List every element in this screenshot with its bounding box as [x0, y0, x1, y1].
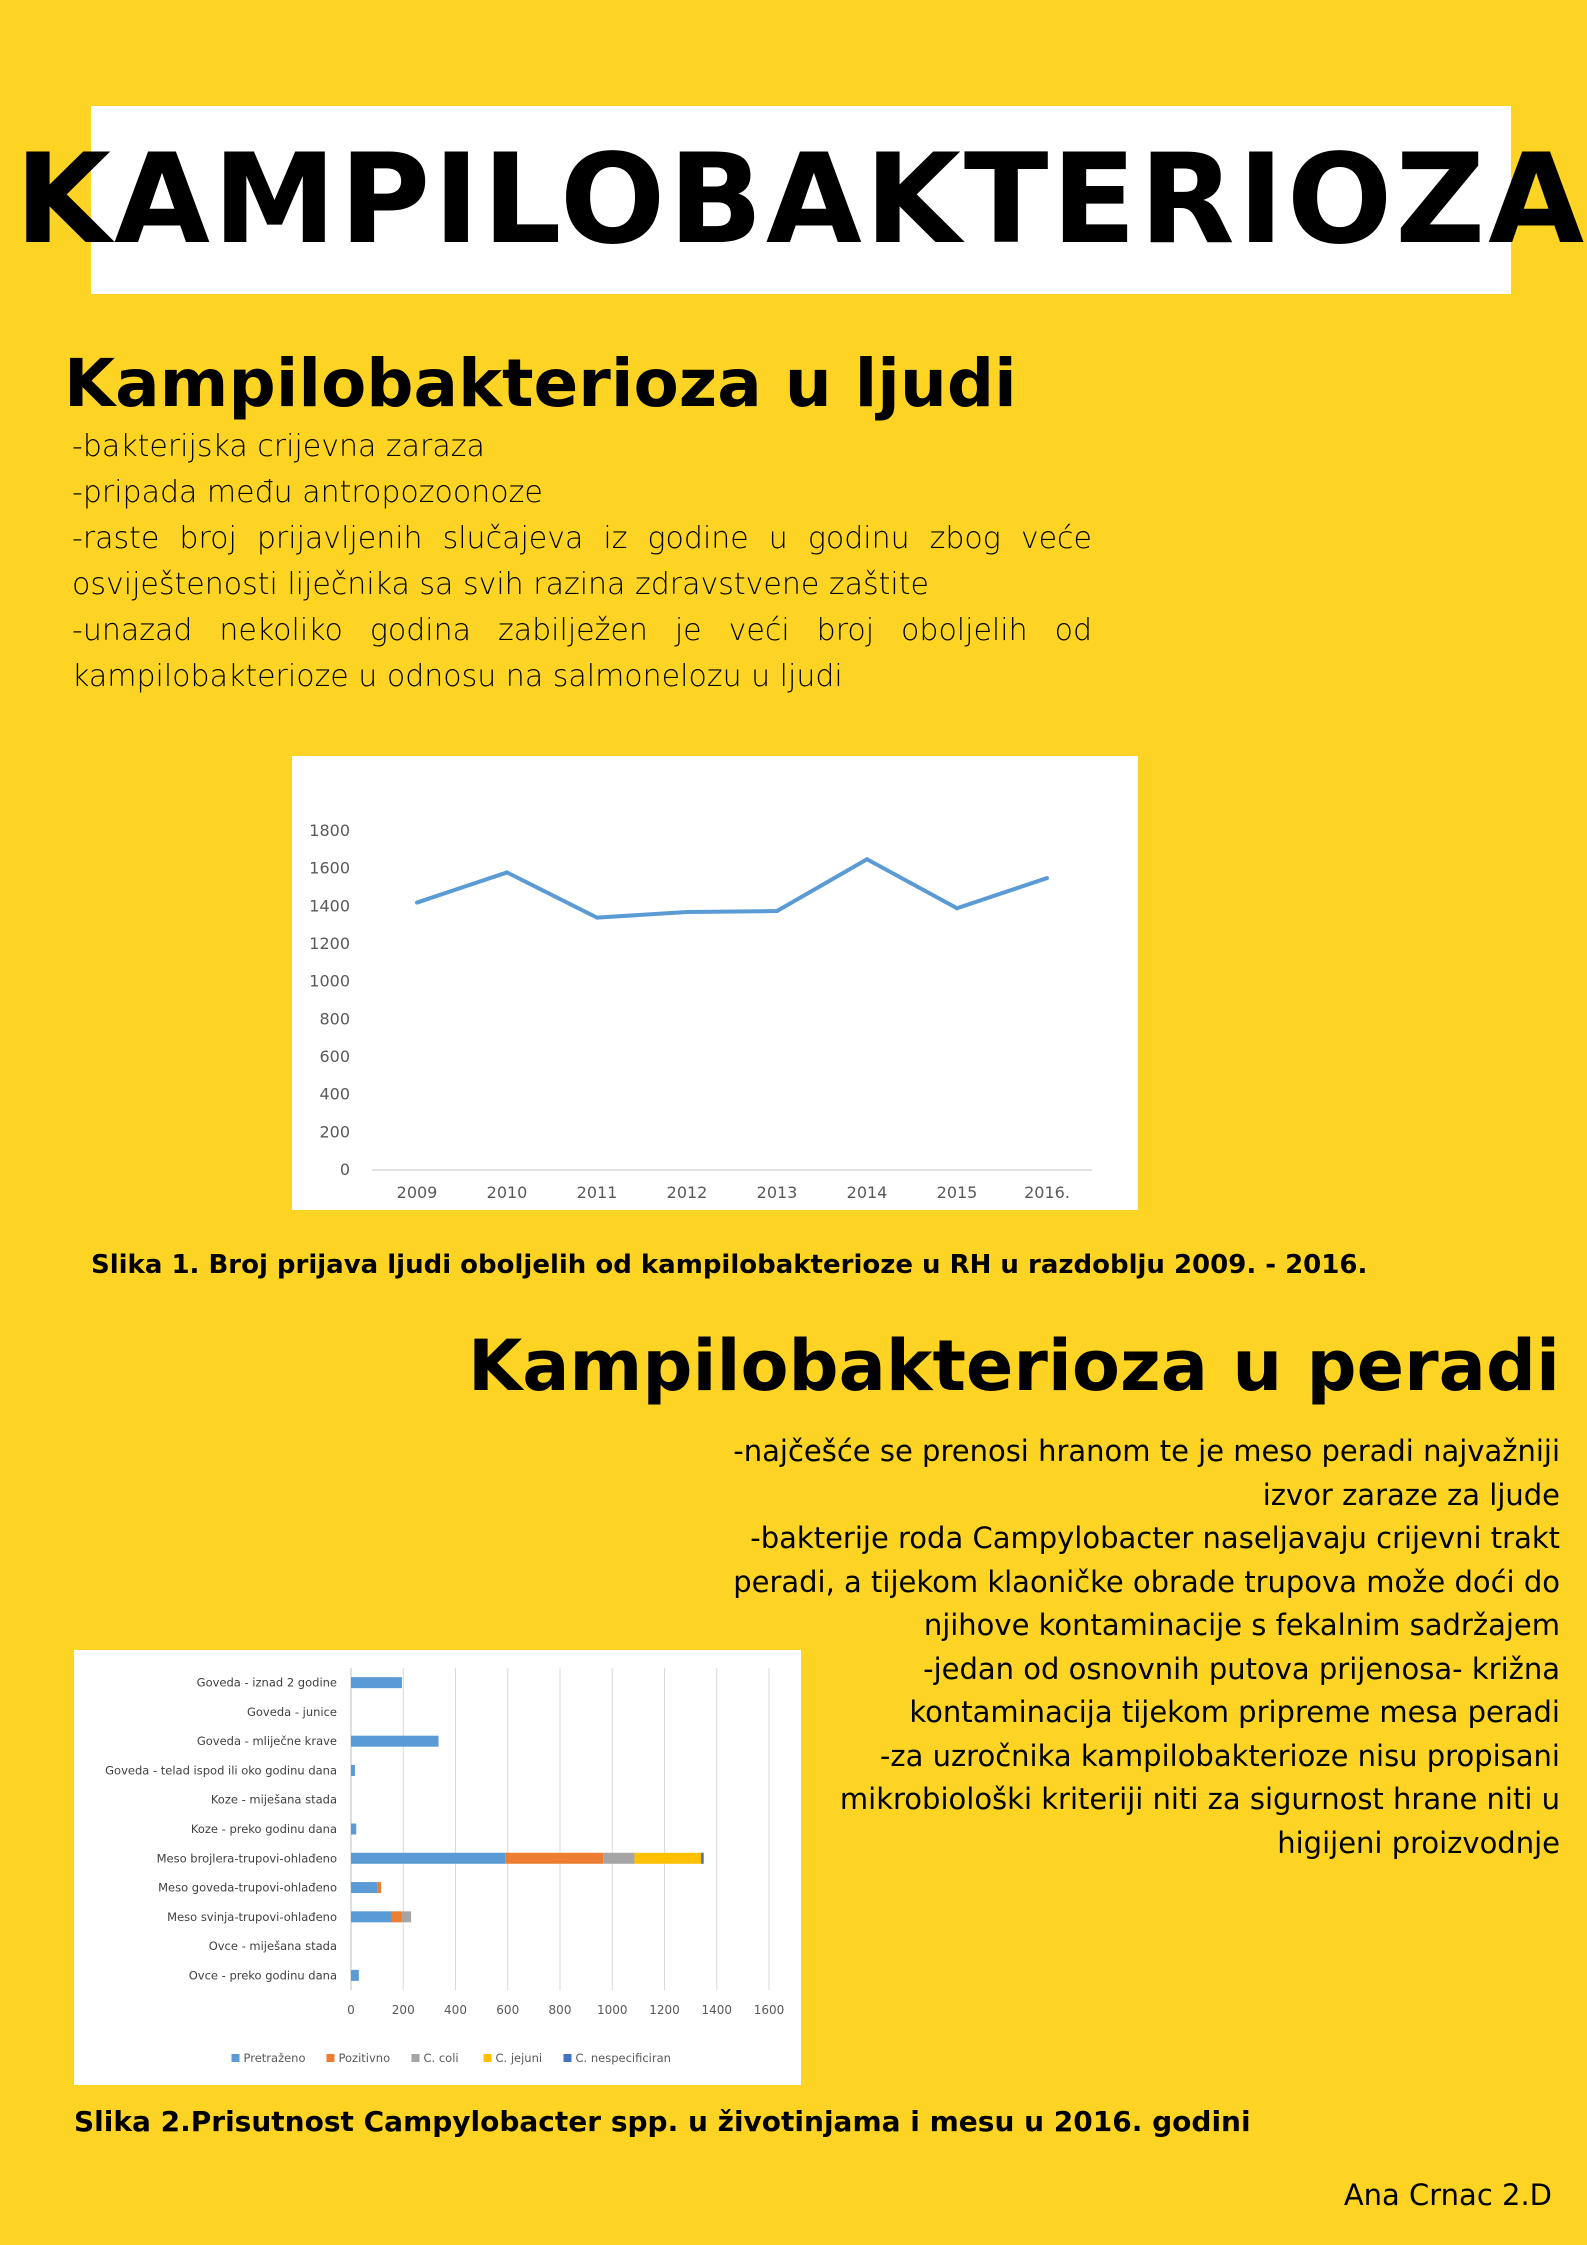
legend-swatch	[564, 2054, 572, 2062]
page-title: KAMPILOBAKTERIOZA	[14, 128, 1587, 272]
data-point	[685, 910, 689, 914]
data-point	[505, 870, 509, 874]
x-tick-label: 1600	[753, 2003, 785, 2017]
x-tick-label: 1200	[649, 2003, 680, 2017]
section-text-ljudi	[72, 424, 1092, 700]
bullet-text: -bakterijska crijevna zaraza	[72, 429, 485, 464]
legend-swatch	[327, 2054, 335, 2062]
figure2-caption: Slika 2.Prisutnost Campylobacter spp. u životinjama i mesu u 2016. godini	[74, 2105, 1251, 2138]
data-point	[1045, 876, 1049, 880]
bar-segment	[402, 1911, 411, 1922]
bar-segment	[634, 1853, 701, 1864]
y-category-label: Goveda - mliječne krave	[196, 1734, 337, 1749]
bullet-text: -raste broj prijavljenih slučajeva iz godine u godinu zbog veće osviještenosti liječnika sa svih razina zdravstvene zaštite	[72, 521, 1092, 602]
y-tick-label: 400	[319, 1084, 350, 1104]
y-tick-label: 1000	[309, 971, 350, 991]
legend-label: C. nespecificiran	[575, 2051, 671, 2065]
bar-segment	[351, 1882, 377, 1893]
data-point	[595, 916, 599, 920]
x-tick-label: 2015	[936, 1183, 978, 1202]
bar-segment	[351, 1911, 391, 1922]
bullet-text: -za uzročnika kampilobakterioze nisu propisani mikrobiološki kriteriji niti za sigurnost hrane niti u higijeni proizvodnje	[839, 1738, 1560, 1860]
line-chart-figure	[292, 756, 1138, 1210]
bar-segment	[505, 1853, 603, 1864]
y-tick-label: 1400	[309, 896, 350, 916]
y-category-label: Goveda - iznad 2 godine	[196, 1675, 337, 1690]
x-tick-label: 1400	[701, 2003, 733, 2017]
x-tick-label: 0	[347, 2003, 355, 2017]
bar-segment	[351, 1677, 402, 1688]
section-heading-ljudi: Kampilobakterioza u ljudi	[64, 345, 1017, 422]
bar-segment	[603, 1853, 634, 1864]
x-tick-label: 600	[496, 2003, 520, 2017]
x-tick-label: 1000	[596, 2003, 628, 2017]
x-tick-label: 2016.	[1024, 1183, 1070, 1202]
bar-segment	[351, 1824, 356, 1835]
data-point	[415, 901, 419, 905]
bullet-text: -jedan od osnovnih putova prijenosa- križna kontaminacija tijekom pripreme mesa peradi	[909, 1651, 1560, 1729]
legend-label: C. jejuni	[495, 2051, 543, 2065]
section-heading-peradi: Kampilobakterioza u peradi	[467, 1325, 1560, 1407]
x-tick-label: 200	[391, 2003, 415, 2017]
x-tick-label: 2009	[396, 1183, 438, 1202]
legend-label: Pretraženo	[243, 2051, 306, 2065]
y-category-label: Goveda - telad ispod ili oko godinu dana	[105, 1763, 337, 1778]
x-tick-label: 2010	[486, 1183, 528, 1202]
bar-segment	[701, 1853, 704, 1864]
bullet-text: -najčešće se prenosi hranom te je meso peradi najvažniji izvor zaraze za ljude	[733, 1434, 1560, 1512]
bar-chart-figure	[74, 1650, 801, 2085]
x-tick-label: 2014	[846, 1183, 888, 1202]
y-tick-label: 1200	[309, 934, 350, 953]
bar-segment	[351, 1765, 355, 1776]
y-tick-label: 200	[319, 1122, 350, 1142]
y-category-label: Koze - miješana stada	[210, 1792, 337, 1807]
line-chart	[292, 756, 1138, 1210]
bar-segment	[351, 1736, 439, 1747]
x-tick-label: 2012	[666, 1183, 708, 1202]
bullet-text: -pripada među antropozoonoze	[72, 475, 543, 510]
y-category-label: Koze - preko godinu dana	[190, 1822, 337, 1836]
x-tick-label: 2011	[576, 1183, 618, 1202]
figure1-caption: Slika 1. Broj prijava ljudi oboljelih od kampilobakterioze u RH u razdoblju 2009. - 2016.	[91, 1250, 1368, 1280]
section-text-peradi	[730, 1430, 1560, 1865]
y-category-label: Meso goveda-trupovi-ohlađeno	[158, 1880, 337, 1895]
author-credit: Ana Crnac 2.D	[1343, 2178, 1552, 2212]
y-tick-label: 0	[339, 1160, 350, 1179]
y-category-label: Meso brojlera-trupovi-ohlađeno	[156, 1851, 337, 1866]
y-category-label: Goveda - junice	[246, 1704, 337, 1719]
data-point	[955, 906, 959, 910]
data-point	[865, 857, 869, 861]
data-series-line	[417, 859, 1047, 917]
bullet-text: -unazad nekoliko godina zabilježen je veći broj oboljelih od kampilobakterioze u odnosu na salmonelozu u ljudi	[72, 613, 1092, 694]
bullet-text: -bakterije roda Campylobacter naseljavaju crijevni trakt peradi, a tijekom klaoničke obrade trupova može doći do njihove kontaminacije s fekalnim sadržajem	[733, 1521, 1560, 1642]
title-banner	[14, 106, 1587, 294]
bar-chart	[74, 1650, 801, 2085]
y-category-label: Ovce - preko godinu dana	[188, 1968, 337, 1983]
data-point	[775, 909, 779, 913]
bar-segment	[391, 1911, 401, 1922]
legend-swatch	[484, 2054, 492, 2062]
bar-segment	[351, 1970, 359, 1981]
bar-segment	[351, 1853, 505, 1864]
legend-label: Pozitivno	[338, 2051, 391, 2065]
legend-swatch	[232, 2054, 240, 2062]
legend-label: C. coli	[423, 2051, 459, 2065]
legend-swatch	[412, 2054, 420, 2062]
y-tick-label: 1800	[309, 821, 350, 840]
x-tick-label: 800	[548, 2003, 572, 2017]
y-tick-label: 800	[319, 1009, 350, 1029]
y-tick-label: 1600	[309, 858, 350, 878]
y-tick-label: 600	[319, 1047, 350, 1066]
y-category-label: Meso svinja-trupovi-ohlađeno	[167, 1909, 337, 1924]
x-tick-label: 2013	[756, 1183, 798, 1202]
y-category-label: Ovce - miješana stada	[208, 1939, 337, 1954]
x-tick-label: 400	[444, 2003, 467, 2017]
bar-segment	[377, 1882, 381, 1893]
